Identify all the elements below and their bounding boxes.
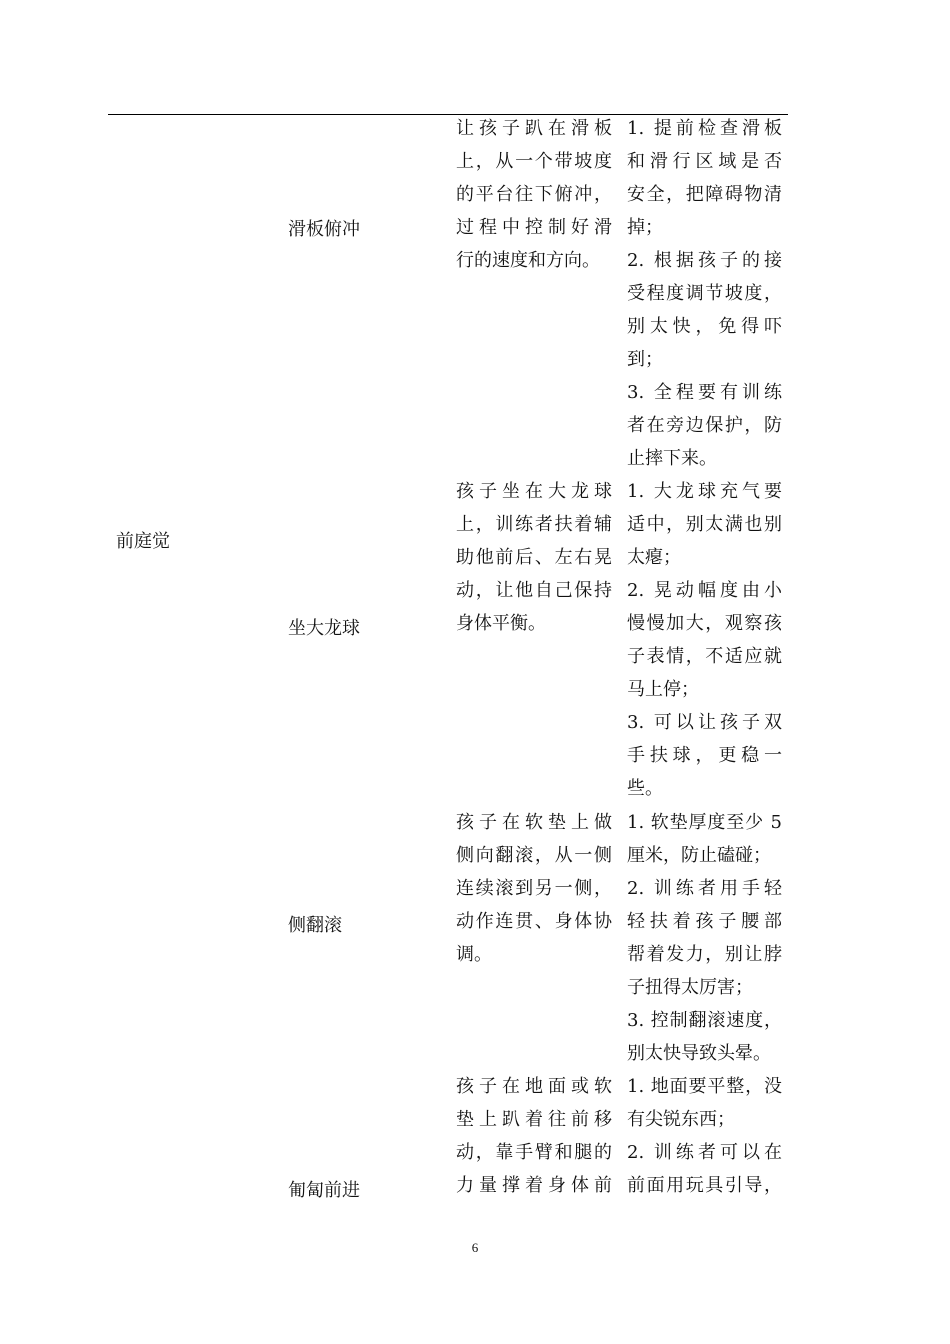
text-line: 别太快，免得吓 (627, 316, 782, 337)
text-line: 力量撑着身体前 (456, 1175, 612, 1196)
activity-description (456, 806, 612, 971)
text-line: 1. 大龙球充气要 (627, 481, 782, 502)
text-line: 孩子在软垫上做 (456, 812, 612, 833)
text-line: 者在旁边保护，防 (627, 415, 782, 436)
text-line: 调。 (456, 944, 492, 965)
activity-description (456, 1070, 612, 1202)
text-line: 1. 地面要平整，没 (627, 1076, 782, 1097)
text-line: 1. 提前检查滑板 (627, 118, 782, 139)
text-line: 和滑行区域是否 (627, 151, 782, 172)
text-line: 3. 全程要有训练 (627, 382, 782, 403)
activity-notes (627, 475, 782, 805)
activity-name: 坐大龙球 (288, 618, 360, 639)
text-line: 1. 软垫厚度至少 5 (627, 812, 782, 833)
text-line: 2. 晃动幅度由小 (627, 580, 782, 601)
text-line: 侧向翻滚，从一侧 (456, 845, 612, 866)
text-line: 上，训练者扶着辅 (456, 514, 612, 535)
text-line: 受程度调节坡度， (627, 283, 782, 304)
category-cell: 前庭觉 (116, 531, 170, 552)
text-line: 别太快导致头晕。 (627, 1043, 771, 1064)
text-line: 动，靠手臂和腿的 (456, 1142, 612, 1163)
activity-notes (627, 112, 782, 475)
text-line: 厘米，防止磕碰； (627, 845, 771, 866)
activity-name: 侧翻滚 (288, 915, 342, 936)
text-line: 到； (627, 349, 663, 370)
text-line: 3. 控制翻滚速度， (627, 1010, 782, 1031)
text-line: 慢慢加大，观察孩 (627, 613, 782, 634)
activity-name: 匍匐前进 (288, 1180, 360, 1201)
text-line: 动作连贯、身体协 (456, 911, 612, 932)
text-line: 连续滚到另一侧， (456, 878, 612, 899)
text-line: 过程中控制好滑 (456, 217, 612, 238)
text-line: 子扭得太厉害； (627, 977, 753, 998)
text-line: 手扶球，更稳一 (627, 745, 782, 766)
text-line: 上，从一个带坡度 (456, 151, 612, 172)
text-line: 掉； (627, 217, 663, 238)
activity-notes (627, 1070, 782, 1202)
text-line: 孩子坐在大龙球 (456, 481, 612, 502)
text-line: 2. 训练者用手轻 (627, 878, 782, 899)
text-line: 的平台往下俯冲， (456, 184, 612, 205)
text-line: 垫上趴着往前移 (456, 1109, 612, 1130)
text-line: 帮着发力，别让脖 (627, 944, 782, 965)
text-line: 2. 训练者可以在 (627, 1142, 782, 1163)
text-line: 助他前后、左右晃 (456, 547, 612, 568)
text-line: 适中，别太满也别 (627, 514, 782, 535)
activity-description (456, 112, 612, 277)
text-line: 止摔下来。 (627, 448, 717, 469)
text-line: 动，让他自己保持 (456, 580, 612, 601)
text-line: 子表情，不适应就 (627, 646, 782, 667)
text-line: 轻扶着孩子腰部 (627, 911, 782, 932)
page-number: 6 (471, 1240, 479, 1255)
text-line: 太瘪； (627, 547, 681, 568)
activity-notes (627, 806, 782, 1070)
text-line: 前面用玩具引导， (627, 1175, 782, 1196)
text-line: 马上停； (627, 679, 699, 700)
text-line: 2. 根据孩子的接 (627, 250, 782, 271)
text-line: 安全，把障碍物清 (627, 184, 782, 205)
text-line: 3. 可以让孩子双 (627, 712, 782, 733)
text-line: 孩子在地面或软 (456, 1076, 612, 1097)
text-line: 身体平衡。 (456, 613, 546, 634)
text-line: 有尖锐东西； (627, 1109, 735, 1130)
activity-name: 滑板俯冲 (288, 219, 360, 240)
text-line: 些。 (627, 778, 663, 799)
activity-description (456, 475, 612, 640)
text-line: 行的速度和方向。 (456, 250, 600, 271)
text-line: 让孩子趴在滑板 (456, 118, 612, 139)
